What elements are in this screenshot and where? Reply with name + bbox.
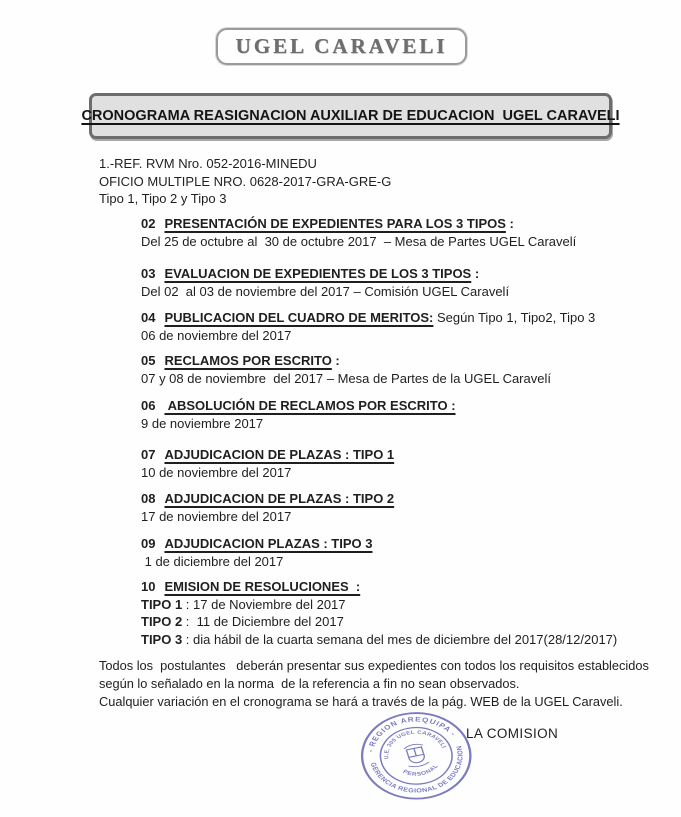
item-title-suffix: : — [331, 353, 340, 368]
item-line: TIPO 3 : dia hábil de la cuarta semana del mes de diciembre del 2017(28/12/2017) — [141, 631, 618, 647]
item-number: 09 — [141, 536, 156, 551]
schedule-item — [141, 352, 661, 387]
item-title-suffix: : — [471, 266, 480, 281]
item-title: PRESENTACIÓN DE EXPEDIENTES PARA LOS 3 TIPOS — [164, 216, 506, 231]
item-heading — [141, 397, 661, 415]
item-heading — [141, 578, 661, 596]
item-number: 08 — [141, 491, 156, 506]
item-title: ADJUDICACION DE PLAZAS : TIPO 1 — [164, 447, 395, 462]
item-title: EMISION DE RESOLUCIONES : — [164, 579, 361, 594]
page-title: CRONOGRAMA REASIGNACION AUXILIAR DE EDUCACION UGEL CARAVELI — [81, 108, 620, 124]
note-line: según lo señalado en la norma de la referencia a fin no sean observados. — [99, 676, 520, 691]
item-line: TIPO 2 : 11 de Diciembre del 2017 — [141, 614, 344, 629]
item-title: ABSOLUCIÓN DE RECLAMOS POR ESCRITO : — [164, 398, 456, 413]
note-line: Cualquier variación en el cronograma se hará a través de la pág. WEB de la UGEL Caraveli. — [99, 694, 623, 709]
item-title: PUBLICACION DEL CUADRO DE MERITOS: — [164, 310, 434, 325]
item-number: 10 — [141, 579, 156, 594]
item-line: 9 de noviembre 2017 — [141, 415, 264, 431]
item-line: 10 de noviembre del 2017 — [141, 464, 292, 480]
note-line: Todos los postulantes deberán presentar sus expedientes con todos los requisitos establecidos — [99, 658, 649, 673]
item-heading — [141, 309, 661, 327]
stamp-emblem — [402, 743, 429, 769]
schedule-item — [141, 309, 661, 344]
stamp-inner-bottom-text: PERSONAL — [401, 763, 441, 778]
item-heading — [141, 446, 661, 464]
item-line: 17 de noviembre del 2017 — [141, 508, 292, 524]
schedule-item — [141, 215, 661, 250]
item-number: 02 — [141, 216, 156, 231]
schedule-item — [141, 578, 661, 648]
schedule-item — [141, 265, 661, 300]
signature-label: LA COMISION — [466, 726, 559, 741]
schedule-item — [141, 397, 661, 432]
item-heading — [141, 535, 661, 553]
reference-line: Tipo 1, Tipo 2 y Tipo 3 — [99, 191, 227, 206]
item-heading — [141, 352, 661, 370]
stamp-outer-bottom-text: GERENCIA REGIONAL DE EDUCACION — [368, 745, 465, 795]
item-number: 03 — [141, 266, 156, 281]
item-number: 05 — [141, 353, 156, 368]
item-heading — [141, 490, 661, 508]
item-title: ADJUDICACION PLAZAS : TIPO 3 — [164, 536, 373, 551]
item-line: Del 25 de octubre al 30 de octubre 2017 – Mesa de Partes UGEL Caravelí — [141, 233, 577, 249]
item-line: TIPO 1 : 17 de Noviembre del 2017 — [141, 596, 346, 612]
item-number: 04 — [141, 310, 156, 325]
item-line: 1 de diciembre del 2017 — [141, 553, 284, 569]
item-title: RECLAMOS POR ESCRITO — [164, 353, 332, 368]
item-number: 07 — [141, 447, 156, 462]
item-title: ADJUDICACION DE PLAZAS : TIPO 2 — [164, 491, 395, 506]
reference-line: 1.-REF. RVM Nro. 052-2016-MINEDU — [99, 156, 317, 171]
reference-line: OFICIO MULTIPLE NRO. 0628-2017-GRA-GRE-G — [99, 173, 392, 189]
item-heading — [141, 215, 661, 233]
stamp-inner-top-text: U.E. 305 UGEL CARAVELI — [383, 730, 447, 760]
item-line: Del 02 al 03 de noviembre del 2017 – Comisión UGEL Caravelí — [141, 283, 510, 299]
schedule-item — [141, 446, 661, 481]
item-line: 06 de noviembre del 2017 — [141, 327, 292, 343]
item-inline-note: Según Tipo 1, Tipo2, Tipo 3 — [433, 310, 596, 325]
stamp-outer-top-text: - REGION AREQUIPA - — [365, 715, 459, 753]
item-title: EVALUACION DE EXPEDIENTES DE LOS 3 TIPOS — [164, 266, 472, 281]
schedule-item — [141, 490, 661, 525]
item-title-suffix: : — [505, 216, 514, 231]
letterhead-text: UGEL CARAVELI — [235, 34, 448, 58]
schedule-item — [141, 535, 661, 570]
item-heading — [141, 265, 661, 283]
item-number: 06 — [141, 398, 156, 413]
closing-notes — [99, 657, 649, 711]
item-line: 07 y 08 de noviembre del 2017 – Mesa de Partes de la UGEL Caravelí — [141, 370, 551, 386]
